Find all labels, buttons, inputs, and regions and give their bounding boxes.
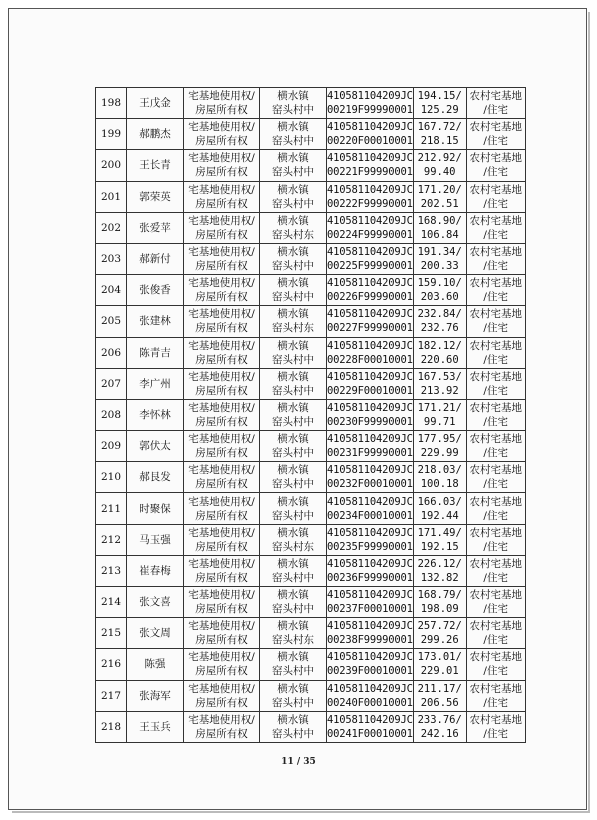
area-cell: 182.12/ 220.60 [413, 337, 466, 368]
unit-code-cell: 410581104209JC 00225F99990001 [327, 243, 414, 274]
usage-cell: 农村宅基地 /住宅 [466, 399, 525, 430]
unit-code-cell: 410581104209JC 00237F00010001 [327, 587, 414, 618]
location-cell: 横水镇 窑头村中 [260, 587, 327, 618]
row-number-cell: 215 [96, 618, 127, 649]
table-row [96, 119, 526, 150]
owner-name-cell: 李怀林 [127, 399, 184, 430]
location-cell: 横水镇 窑头村中 [260, 711, 327, 742]
owner-name-cell: 王玉兵 [127, 711, 184, 742]
owner-name-cell: 郝艮发 [127, 462, 184, 493]
location-cell: 横水镇 窑头村中 [260, 150, 327, 181]
unit-code-cell: 410581104209JC 00238F99990001 [327, 618, 414, 649]
row-number-cell: 211 [96, 493, 127, 524]
usage-cell: 农村宅基地 /住宅 [466, 306, 525, 337]
owner-name-cell: 李广州 [127, 368, 184, 399]
row-number-cell: 216 [96, 649, 127, 680]
page-number: 11 / 35 [281, 757, 316, 767]
location-cell: 横水镇 窑头村东 [260, 524, 327, 555]
right-type-cell: 宅基地使用权/ 房屋所有权 [184, 587, 260, 618]
row-number-cell: 217 [96, 680, 127, 711]
row-number-cell: 201 [96, 181, 127, 212]
area-cell: 257.72/ 299.26 [413, 618, 466, 649]
area-cell: 168.79/ 198.09 [413, 587, 466, 618]
owner-name-cell: 王戊金 [127, 88, 184, 119]
table-row [96, 337, 526, 368]
unit-code-cell: 410581104209JC 00234F00010001 [327, 493, 414, 524]
area-cell: 173.01/ 229.01 [413, 649, 466, 680]
area-cell: 177.95/ 229.99 [413, 431, 466, 462]
row-number-cell: 200 [96, 150, 127, 181]
area-cell: 159.10/ 203.60 [413, 275, 466, 306]
right-type-cell: 宅基地使用权/ 房屋所有权 [184, 337, 260, 368]
right-type-cell: 宅基地使用权/ 房屋所有权 [184, 181, 260, 212]
location-cell: 横水镇 窑头村中 [260, 243, 327, 274]
owner-name-cell: 陈强 [127, 649, 184, 680]
row-number-cell: 198 [96, 88, 127, 119]
table-row [96, 431, 526, 462]
unit-code-cell: 410581104209JC 00241F00010001 [327, 711, 414, 742]
table-row [96, 493, 526, 524]
right-type-cell: 宅基地使用权/ 房屋所有权 [184, 462, 260, 493]
unit-code-cell: 410581104209JC 00235F99990001 [327, 524, 414, 555]
unit-code-cell: 410581104209JC 00224F99990001 [327, 212, 414, 243]
usage-cell: 农村宅基地 /住宅 [466, 618, 525, 649]
right-type-cell: 宅基地使用权/ 房屋所有权 [184, 150, 260, 181]
right-type-cell: 宅基地使用权/ 房屋所有权 [184, 212, 260, 243]
location-cell: 横水镇 窑头村中 [260, 275, 327, 306]
area-cell: 167.53/ 213.92 [413, 368, 466, 399]
owner-name-cell: 郝鹏杰 [127, 119, 184, 150]
table-row [96, 212, 526, 243]
usage-cell: 农村宅基地 /住宅 [466, 462, 525, 493]
right-type-cell: 宅基地使用权/ 房屋所有权 [184, 493, 260, 524]
owner-name-cell: 王长青 [127, 150, 184, 181]
owner-name-cell: 张俊香 [127, 275, 184, 306]
right-type-cell: 宅基地使用权/ 房屋所有权 [184, 431, 260, 462]
usage-cell: 农村宅基地 /住宅 [466, 587, 525, 618]
right-type-cell: 宅基地使用权/ 房屋所有权 [184, 88, 260, 119]
row-number-cell: 204 [96, 275, 127, 306]
area-cell: 233.76/ 242.16 [413, 711, 466, 742]
location-cell: 横水镇 窑头村中 [260, 181, 327, 212]
table-row [96, 181, 526, 212]
location-cell: 横水镇 窑头村中 [260, 493, 327, 524]
right-type-cell: 宅基地使用权/ 房屋所有权 [184, 711, 260, 742]
usage-cell: 农村宅基地 /住宅 [466, 524, 525, 555]
owner-name-cell: 郭荣英 [127, 181, 184, 212]
right-type-cell: 宅基地使用权/ 房屋所有权 [184, 275, 260, 306]
unit-code-cell: 410581104209JC 00240F00010001 [327, 680, 414, 711]
location-cell: 横水镇 窑头村东 [260, 306, 327, 337]
location-cell: 横水镇 窑头村中 [260, 399, 327, 430]
location-cell: 横水镇 窑头村中 [260, 555, 327, 586]
table-row [96, 368, 526, 399]
owner-name-cell: 时聚保 [127, 493, 184, 524]
owner-name-cell: 张海军 [127, 680, 184, 711]
location-cell: 横水镇 窑头村中 [260, 462, 327, 493]
area-cell: 171.20/ 202.51 [413, 181, 466, 212]
area-cell: 218.03/ 100.18 [413, 462, 466, 493]
owner-name-cell: 马玉强 [127, 524, 184, 555]
unit-code-cell: 410581104209JC 00219F99990001 [327, 88, 414, 119]
area-cell: 167.72/ 218.15 [413, 119, 466, 150]
unit-code-cell: 410581104209JC 00236F99990001 [327, 555, 414, 586]
row-number-cell: 202 [96, 212, 127, 243]
right-type-cell: 宅基地使用权/ 房屋所有权 [184, 524, 260, 555]
right-type-cell: 宅基地使用权/ 房屋所有权 [184, 618, 260, 649]
table-row [96, 649, 526, 680]
usage-cell: 农村宅基地 /住宅 [466, 711, 525, 742]
row-number-cell: 218 [96, 711, 127, 742]
row-number-cell: 208 [96, 399, 127, 430]
area-cell: 211.17/ 206.56 [413, 680, 466, 711]
unit-code-cell: 410581104209JC 00221F99990001 [327, 150, 414, 181]
owner-name-cell: 陈青吉 [127, 337, 184, 368]
area-cell: 191.34/ 200.33 [413, 243, 466, 274]
table-row [96, 150, 526, 181]
unit-code-cell: 410581104209JC 00230F99990001 [327, 399, 414, 430]
area-cell: 226.12/ 132.82 [413, 555, 466, 586]
owner-name-cell: 崔春梅 [127, 555, 184, 586]
area-cell: 166.03/ 192.44 [413, 493, 466, 524]
location-cell: 横水镇 窑头村中 [260, 649, 327, 680]
unit-code-cell: 410581104209JC 00229F00010001 [327, 368, 414, 399]
location-cell: 横水镇 窑头村中 [260, 680, 327, 711]
location-cell: 横水镇 窑头村东 [260, 212, 327, 243]
table-row [96, 618, 526, 649]
usage-cell: 农村宅基地 /住宅 [466, 649, 525, 680]
unit-code-cell: 410581104209JC 00227F99990001 [327, 306, 414, 337]
right-type-cell: 宅基地使用权/ 房屋所有权 [184, 649, 260, 680]
table-row [96, 524, 526, 555]
usage-cell: 农村宅基地 /住宅 [466, 337, 525, 368]
unit-code-cell: 410581104209JC 00220F00010001 [327, 119, 414, 150]
usage-cell: 农村宅基地 /住宅 [466, 119, 525, 150]
table-row [96, 462, 526, 493]
row-number-cell: 199 [96, 119, 127, 150]
location-cell: 横水镇 窑头村中 [260, 88, 327, 119]
area-cell: 168.90/ 106.84 [413, 212, 466, 243]
table-row [96, 555, 526, 586]
property-registry-table [95, 87, 526, 743]
area-cell: 171.49/ 192.15 [413, 524, 466, 555]
area-cell: 232.84/ 232.76 [413, 306, 466, 337]
owner-name-cell: 郝新付 [127, 243, 184, 274]
usage-cell: 农村宅基地 /住宅 [466, 680, 525, 711]
location-cell: 横水镇 窑头村东 [260, 618, 327, 649]
usage-cell: 农村宅基地 /住宅 [466, 212, 525, 243]
row-number-cell: 212 [96, 524, 127, 555]
unit-code-cell: 410581104209JC 00232F00010001 [327, 462, 414, 493]
usage-cell: 农村宅基地 /住宅 [466, 243, 525, 274]
unit-code-cell: 410581104209JC 00222F99990001 [327, 181, 414, 212]
table-row [96, 680, 526, 711]
table-row [96, 587, 526, 618]
table-row [96, 275, 526, 306]
right-type-cell: 宅基地使用权/ 房屋所有权 [184, 399, 260, 430]
row-number-cell: 205 [96, 306, 127, 337]
row-number-cell: 210 [96, 462, 127, 493]
owner-name-cell: 张文周 [127, 618, 184, 649]
table-row [96, 711, 526, 742]
location-cell: 横水镇 窑头村中 [260, 119, 327, 150]
right-type-cell: 宅基地使用权/ 房屋所有权 [184, 243, 260, 274]
usage-cell: 农村宅基地 /住宅 [466, 150, 525, 181]
right-type-cell: 宅基地使用权/ 房屋所有权 [184, 680, 260, 711]
usage-cell: 农村宅基地 /住宅 [466, 368, 525, 399]
row-number-cell: 207 [96, 368, 127, 399]
usage-cell: 农村宅基地 /住宅 [466, 555, 525, 586]
unit-code-cell: 410581104209JC 00231F99990001 [327, 431, 414, 462]
right-type-cell: 宅基地使用权/ 房屋所有权 [184, 119, 260, 150]
location-cell: 横水镇 窑头村中 [260, 431, 327, 462]
right-type-cell: 宅基地使用权/ 房屋所有权 [184, 555, 260, 586]
usage-cell: 农村宅基地 /住宅 [466, 493, 525, 524]
table-row [96, 88, 526, 119]
unit-code-cell: 410581104209JC 00228F00010001 [327, 337, 414, 368]
table-row [96, 243, 526, 274]
unit-code-cell: 410581104209JC 00226F99990001 [327, 275, 414, 306]
owner-name-cell: 张爱苹 [127, 212, 184, 243]
row-number-cell: 213 [96, 555, 127, 586]
owner-name-cell: 张文喜 [127, 587, 184, 618]
owner-name-cell: 张建林 [127, 306, 184, 337]
row-number-cell: 214 [96, 587, 127, 618]
row-number-cell: 209 [96, 431, 127, 462]
area-cell: 171.21/ 99.71 [413, 399, 466, 430]
unit-code-cell: 410581104209JC 00239F00010001 [327, 649, 414, 680]
area-cell: 194.15/ 125.29 [413, 88, 466, 119]
usage-cell: 农村宅基地 /住宅 [466, 181, 525, 212]
location-cell: 横水镇 窑头村中 [260, 337, 327, 368]
usage-cell: 农村宅基地 /住宅 [466, 88, 525, 119]
right-type-cell: 宅基地使用权/ 房屋所有权 [184, 368, 260, 399]
usage-cell: 农村宅基地 /住宅 [466, 275, 525, 306]
area-cell: 212.92/ 99.40 [413, 150, 466, 181]
row-number-cell: 206 [96, 337, 127, 368]
registry-table-body [96, 88, 526, 743]
owner-name-cell: 郭伏太 [127, 431, 184, 462]
usage-cell: 农村宅基地 /住宅 [466, 431, 525, 462]
table-row [96, 399, 526, 430]
table-row [96, 306, 526, 337]
location-cell: 横水镇 窑头村中 [260, 368, 327, 399]
row-number-cell: 203 [96, 243, 127, 274]
right-type-cell: 宅基地使用权/ 房屋所有权 [184, 306, 260, 337]
